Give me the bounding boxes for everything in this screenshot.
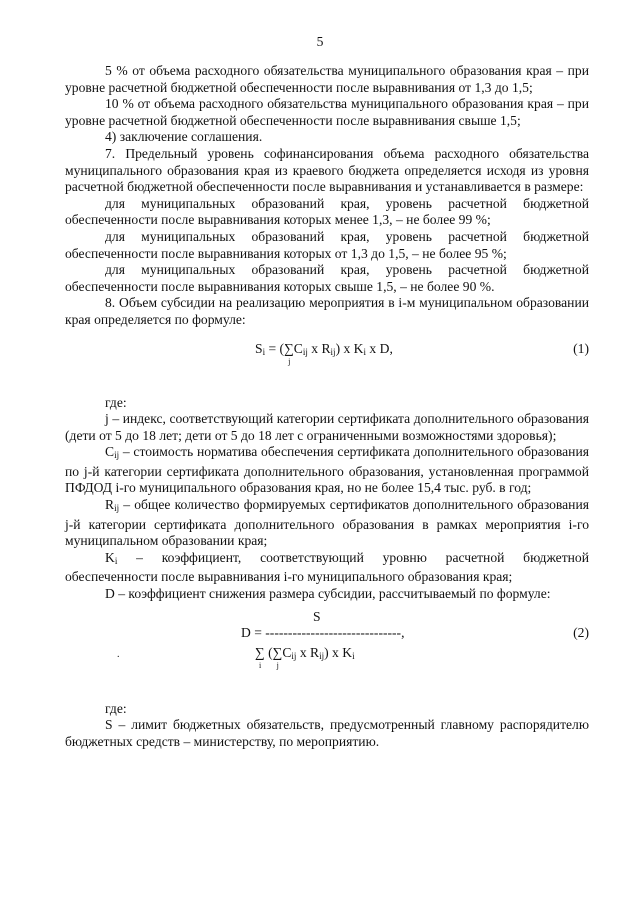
formula-1 xyxy=(65,333,589,371)
where-label: где: xyxy=(105,394,127,410)
formula-2 xyxy=(65,609,589,687)
formula-2-numerator: S xyxy=(313,608,321,624)
paragraph: 5 % от объема расходного обязательства муниципального образования края – при уровне расчетной бюджетной обеспеченности после выравнивания от 1,3 до 1,5; xyxy=(65,63,589,95)
paragraph: 8. Объем субсидии на реализацию мероприятия в i-м муниципальном образовании края определяется по формуле: xyxy=(65,295,589,327)
definition-s: S – лимит бюджетных обязательств, предусмотренный главному распорядителю бюджетных средств – министерству, по мероприятию. xyxy=(65,717,589,749)
formula-2-number: (2) xyxy=(573,624,589,640)
paragraph: 10 % от объема расходного обязательства муниципального образования края – при уровне расчетной бюджетной обеспеченности после выравнивания свыше 1,5; xyxy=(65,96,589,128)
formula-2-fraction-line: D = ------------------------------, xyxy=(241,624,405,640)
definition-j: j – индекс, соответствующий категории сертификата дополнительного образования (дети от 5 до 18 лет; дети от 5 до 18 лет с ограниченными возможностями здоровья); xyxy=(65,411,589,443)
where-label: где: xyxy=(105,700,127,716)
formula-1-number: (1) xyxy=(573,340,589,356)
definition-ki: $K_i$ – коэффициент, соответствующий уровню расчетной бюджетной обеспеченности после выравнивания i-го муниципального образования края; xyxy=(65,549,589,585)
page-number: 5 xyxy=(316,34,324,49)
paragraph: для муниципальных образований края, уровень расчетной бюджетной обеспеченности после выравнивания которых от 1,3 до 1,5, – не более 95 %; xyxy=(65,228,589,261)
definition-rij: $R_{ij}$ – общее количество формируемых сертификатов дополнительного образования j-й категории сертификата дополнительного образования в рамках мероприятия i-го муниципальном образовании края; xyxy=(65,497,589,549)
paragraph: 7. Предельный уровень софинансирования объема расходного обязательства муниципального образования края из краевого бюджета определяется исходя из уровня расчетной бюджетной обеспеченности после выравнивания и устанавливается в размере: xyxy=(65,145,589,195)
document-body xyxy=(65,63,589,750)
definition-cij: $C_{ij}$ – стоимость норматива обеспечения сертификата дополнительного образования по j-й категории сертификата дополнительного образования, установленная программой ПФДОД i-го муниципального образования края, но не более 15,4 тыс. руб. в год; xyxy=(65,444,589,496)
paragraph: для муниципальных образований края, уровень расчетной бюджетной обеспеченности после выравнивания которых свыше 1,5, – не более 90 %. xyxy=(65,262,589,294)
definition-d: D – коэффициент снижения размера субсидии, рассчитываемый по формуле: xyxy=(105,586,551,602)
stray-dot: . xyxy=(117,648,120,660)
formula-2-denominator: ∑ i (∑ j $C_{ij}$ x $R_{ij}$) x $K_i$ xyxy=(255,644,355,670)
paragraph: 4) заключение соглашения. xyxy=(105,129,263,145)
formula-1-expression: $S_i$ = (∑ j $C_{ij}$ x $R_{ij}$) x $K_i$ x D, xyxy=(255,340,393,366)
paragraph: для муниципальных образований края, уровень расчетной бюджетной обеспеченности после выравнивания которых менее 1,3, – не более 99 %; xyxy=(65,195,589,228)
